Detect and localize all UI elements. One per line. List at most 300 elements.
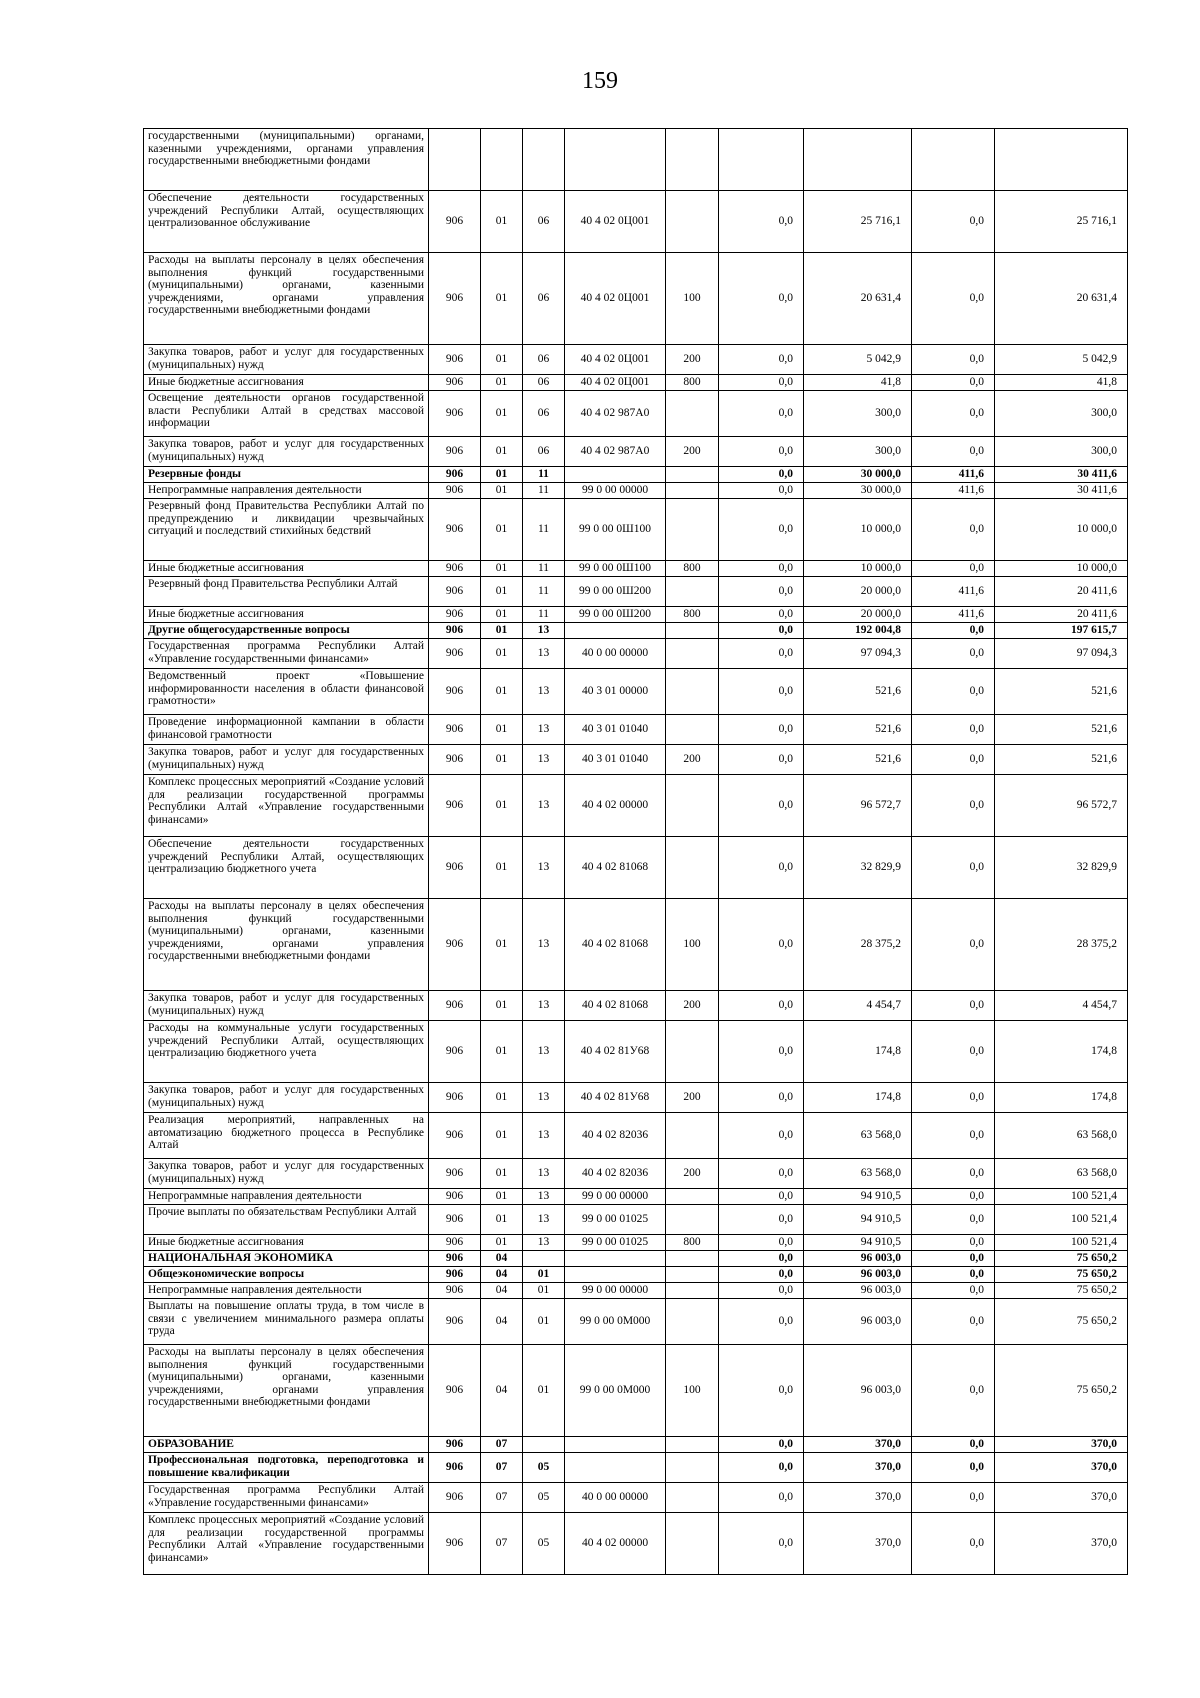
cell-rz: 01 [481,775,523,837]
cell-amount-4: 370,0 [995,1483,1128,1513]
cell-amount-1: 0,0 [719,483,804,499]
cell-amount-2: 96 003,0 [804,1267,912,1283]
cell-amount-2: 96 003,0 [804,1299,912,1345]
cell-vr [666,1299,719,1345]
cell-amount-4: 521,6 [995,715,1128,745]
cell-vr [666,391,719,437]
row-name: Комплекс процессных мероприятий «Создание условий для реализации государственной программы Республики Алтай «Управление государственными финансами» [144,775,429,837]
row-name: Закупка товаров, работ и услуг для государственных (муниципальных) нужд [144,1159,429,1189]
cell-amount-4: 300,0 [995,391,1128,437]
cell-amount-4: 97 094,3 [995,639,1128,669]
cell-rz: 04 [481,1345,523,1437]
table-row [144,1159,1128,1189]
cell-vr [666,775,719,837]
cell-gr: 906 [429,745,481,775]
cell-vr [666,623,719,639]
cell-vr [666,669,719,715]
cell-gr: 906 [429,1159,481,1189]
cell-amount-3: 0,0 [912,991,995,1021]
cell-amount-2: 41,8 [804,375,912,391]
cell-csr [565,1251,666,1267]
cell-vr [666,577,719,607]
cell-pr: 05 [523,1513,565,1575]
cell-csr: 40 4 02 82036 [565,1113,666,1159]
table-row [144,577,1128,607]
cell-gr: 906 [429,837,481,899]
cell-rz: 01 [481,375,523,391]
cell-rz: 01 [481,345,523,375]
cell-rz: 01 [481,991,523,1021]
cell-amount-1: 0,0 [719,1235,804,1251]
table-row [144,1299,1128,1345]
cell-vr [666,499,719,561]
cell-rz: 04 [481,1283,523,1299]
cell-amount-1: 0,0 [719,391,804,437]
table-row [144,745,1128,775]
row-name: государственными (муниципальными) органами, казенными учреждениями, органами управления государственными внебюджетными фондами [144,129,429,191]
cell-amount-1: 0,0 [719,437,804,467]
cell-vr: 100 [666,1345,719,1437]
cell-rz: 01 [481,483,523,499]
table-row [144,899,1128,991]
cell-amount-2: 20 631,4 [804,253,912,345]
cell-amount-4: 370,0 [995,1453,1128,1483]
row-name: Иные бюджетные ассигнования [144,1235,429,1251]
cell-amount-1: 0,0 [719,1113,804,1159]
cell-amount-4: 100 521,4 [995,1205,1128,1235]
row-name: Расходы на выплаты персоналу в целях обеспечения выполнения функций государственными (муниципальными) органами, казенными учреждениями, органами управления государственными внебюджетными фондами [144,1345,429,1437]
row-name: Закупка товаров, работ и услуг для государственных (муниципальных) нужд [144,745,429,775]
row-name: Резервный фонд Правительства Республики Алтай по предупреждению и ликвидации чрезвычайных ситуаций и последствий стихийных бедствий [144,499,429,561]
cell-rz: 01 [481,715,523,745]
cell-vr: 100 [666,899,719,991]
cell-amount-2: 30 000,0 [804,483,912,499]
cell-pr: 13 [523,1235,565,1251]
table-row [144,837,1128,899]
cell-csr [565,1267,666,1283]
table-row [144,1283,1128,1299]
cell-vr [666,1113,719,1159]
cell-amount-2: 174,8 [804,1021,912,1083]
cell-rz: 01 [481,607,523,623]
cell-amount-4: 100 521,4 [995,1189,1128,1205]
cell-amount-3: 0,0 [912,1189,995,1205]
cell-vr: 800 [666,561,719,577]
cell-pr: 01 [523,1299,565,1345]
cell-gr: 906 [429,1299,481,1345]
cell-rz: 04 [481,1251,523,1267]
row-name: Освещение деятельности органов государственной власти Республики Алтай в средствах массовой информации [144,391,429,437]
cell-gr: 906 [429,253,481,345]
cell-amount-4: 370,0 [995,1437,1128,1453]
cell-amount-3: 0,0 [912,1267,995,1283]
cell-gr: 906 [429,1513,481,1575]
cell-amount-3: 0,0 [912,561,995,577]
cell-vr [666,1283,719,1299]
cell-csr: 40 4 02 987A0 [565,391,666,437]
cell-amount-1: 0,0 [719,1205,804,1235]
cell-csr [565,623,666,639]
table-row [144,561,1128,577]
cell-amount-1: 0,0 [719,1283,804,1299]
table-row [144,775,1128,837]
cell-rz: 01 [481,1205,523,1235]
cell-rz: 01 [481,669,523,715]
cell-pr: 13 [523,837,565,899]
row-name: Расходы на выплаты персоналу в целях обеспечения выполнения функций государственными (муниципальными) органами, казенными учреждениями, органами управления государственными внебюджетными фондами [144,253,429,345]
row-name: Резервный фонд Правительства Республики Алтай [144,577,429,607]
cell-amount-3: 0,0 [912,375,995,391]
cell-pr: 13 [523,1159,565,1189]
cell-csr: 40 4 02 81068 [565,899,666,991]
cell-amount-1: 0,0 [719,1251,804,1267]
table-row [144,253,1128,345]
table-row [144,607,1128,623]
cell-pr: 13 [523,715,565,745]
cell-csr: 40 3 01 01040 [565,745,666,775]
cell-pr: 06 [523,253,565,345]
cell-rz: 01 [481,437,523,467]
table-row [144,639,1128,669]
table-row [144,1345,1128,1437]
cell-amount-1: 0,0 [719,1083,804,1113]
cell-amount-2: 370,0 [804,1483,912,1513]
cell-amount-2: 300,0 [804,437,912,467]
table-row [144,1453,1128,1483]
cell-amount-2: 96 003,0 [804,1251,912,1267]
table-row [144,129,1128,191]
cell-amount-2: 300,0 [804,391,912,437]
cell-pr: 13 [523,1205,565,1235]
cell-gr: 906 [429,623,481,639]
cell-amount-1 [719,129,804,191]
cell-amount-2: 96 003,0 [804,1345,912,1437]
cell-pr: 13 [523,1083,565,1113]
table-row [144,1113,1128,1159]
cell-pr: 11 [523,561,565,577]
row-name: Государственная программа Республики Алтай «Управление государственными финансами» [144,1483,429,1513]
table-row [144,1021,1128,1083]
cell-amount-2: 96 572,7 [804,775,912,837]
cell-amount-4: 41,8 [995,375,1128,391]
cell-vr [666,1437,719,1453]
cell-csr: 99 0 00 00000 [565,1189,666,1205]
table-row [144,623,1128,639]
cell-pr: 06 [523,345,565,375]
cell-amount-3: 0,0 [912,775,995,837]
cell-pr: 13 [523,1113,565,1159]
cell-pr: 11 [523,483,565,499]
cell-amount-4: 10 000,0 [995,499,1128,561]
row-name: Непрограммные направления деятельности [144,483,429,499]
cell-csr: 99 0 00 00000 [565,483,666,499]
cell-gr: 906 [429,1483,481,1513]
row-name: Выплаты на повышение оплаты труда, в том числе в связи с увеличением минимального размера оплаты труда [144,1299,429,1345]
cell-gr: 906 [429,899,481,991]
cell-amount-2: 63 568,0 [804,1113,912,1159]
cell-amount-3: 0,0 [912,1251,995,1267]
row-name: Закупка товаров, работ и услуг для государственных (муниципальных) нужд [144,345,429,375]
table-row [144,499,1128,561]
cell-amount-3: 0,0 [912,639,995,669]
cell-vr [666,1205,719,1235]
cell-pr: 06 [523,437,565,467]
cell-csr: 40 4 02 81068 [565,991,666,1021]
cell-csr: 99 0 00 0M000 [565,1345,666,1437]
page-number: 159 [582,68,618,94]
cell-amount-4: 63 568,0 [995,1113,1128,1159]
cell-csr: 40 4 02 81У68 [565,1021,666,1083]
table-row [144,391,1128,437]
cell-amount-4: 63 568,0 [995,1159,1128,1189]
cell-amount-2: 94 910,5 [804,1205,912,1235]
cell-amount-2: 370,0 [804,1437,912,1453]
cell-vr [666,639,719,669]
cell-gr: 906 [429,191,481,253]
cell-gr: 906 [429,467,481,483]
cell-amount-2: 10 000,0 [804,499,912,561]
cell-gr: 906 [429,1267,481,1283]
cell-amount-1: 0,0 [719,1299,804,1345]
cell-pr: 05 [523,1483,565,1513]
cell-vr: 200 [666,745,719,775]
cell-amount-4: 30 411,6 [995,467,1128,483]
cell-amount-3: 0,0 [912,745,995,775]
cell-pr: 13 [523,639,565,669]
cell-amount-3: 0,0 [912,715,995,745]
cell-rz [481,129,523,191]
cell-amount-1: 0,0 [719,775,804,837]
cell-pr: 13 [523,669,565,715]
cell-amount-3: 0,0 [912,1483,995,1513]
cell-vr [666,837,719,899]
table-row [144,467,1128,483]
cell-amount-4: 521,6 [995,669,1128,715]
cell-csr [565,467,666,483]
cell-rz: 07 [481,1483,523,1513]
table-row [144,1483,1128,1513]
cell-gr: 906 [429,499,481,561]
cell-amount-3: 411,6 [912,483,995,499]
table-row [144,483,1128,499]
cell-amount-3: 411,6 [912,467,995,483]
cell-vr [666,1267,719,1283]
cell-amount-3: 0,0 [912,1021,995,1083]
cell-rz: 07 [481,1437,523,1453]
cell-amount-2: 5 042,9 [804,345,912,375]
cell-pr: 13 [523,1021,565,1083]
cell-amount-1: 0,0 [719,561,804,577]
cell-amount-1: 0,0 [719,899,804,991]
cell-amount-2: 20 000,0 [804,577,912,607]
cell-rz: 01 [481,1113,523,1159]
cell-vr [666,1453,719,1483]
row-name: Закупка товаров, работ и услуг для государственных (муниципальных) нужд [144,437,429,467]
cell-amount-2: 96 003,0 [804,1283,912,1299]
cell-gr: 906 [429,1251,481,1267]
cell-pr: 11 [523,467,565,483]
cell-rz: 01 [481,391,523,437]
cell-amount-3: 0,0 [912,1299,995,1345]
cell-amount-4: 20 411,6 [995,607,1128,623]
cell-amount-2: 63 568,0 [804,1159,912,1189]
cell-amount-4: 20 411,6 [995,577,1128,607]
cell-amount-4: 5 042,9 [995,345,1128,375]
row-name: Обеспечение деятельности государственных учреждений Республики Алтай, осуществляющих централизацию бюджетного учета [144,837,429,899]
row-name: Непрограммные направления деятельности [144,1283,429,1299]
cell-amount-4: 75 650,2 [995,1267,1128,1283]
cell-amount-1: 0,0 [719,1267,804,1283]
cell-amount-2: 97 094,3 [804,639,912,669]
cell-pr: 01 [523,1283,565,1299]
cell-amount-2: 94 910,5 [804,1189,912,1205]
row-name: Государственная программа Республики Алтай «Управление государственными финансами» [144,639,429,669]
cell-amount-3: 0,0 [912,253,995,345]
cell-amount-1: 0,0 [719,745,804,775]
cell-amount-2: 94 910,5 [804,1235,912,1251]
cell-gr: 906 [429,391,481,437]
row-name: Реализация мероприятий, направленных на автоматизацию бюджетного процесса в Республике Алтай [144,1113,429,1159]
cell-amount-2: 521,6 [804,715,912,745]
cell-amount-2: 370,0 [804,1513,912,1575]
cell-csr: 40 4 02 81У68 [565,1083,666,1113]
cell-vr [666,129,719,191]
cell-gr: 906 [429,1083,481,1113]
cell-gr: 906 [429,577,481,607]
cell-pr [523,1437,565,1453]
cell-amount-1: 0,0 [719,1437,804,1453]
cell-amount-2: 25 716,1 [804,191,912,253]
cell-rz: 01 [481,467,523,483]
cell-pr: 13 [523,991,565,1021]
row-name: Профессиональная подготовка, переподготовка и повышение квалификации [144,1453,429,1483]
cell-rz: 01 [481,191,523,253]
table-row [144,1251,1128,1267]
row-name: Иные бюджетные ассигнования [144,561,429,577]
cell-rz: 01 [481,745,523,775]
cell-gr: 906 [429,1283,481,1299]
cell-vr: 200 [666,437,719,467]
cell-csr: 99 0 00 0Ш200 [565,577,666,607]
cell-pr: 06 [523,191,565,253]
cell-csr: 99 0 00 01025 [565,1205,666,1235]
cell-amount-4: 10 000,0 [995,561,1128,577]
cell-amount-3: 0,0 [912,499,995,561]
cell-gr: 906 [429,607,481,623]
cell-vr: 200 [666,345,719,375]
cell-amount-4: 25 716,1 [995,191,1128,253]
cell-csr: 40 3 01 00000 [565,669,666,715]
cell-rz: 04 [481,1299,523,1345]
table-row [144,1205,1128,1235]
cell-rz: 01 [481,561,523,577]
cell-gr: 906 [429,1345,481,1437]
cell-pr: 13 [523,1189,565,1205]
cell-amount-3: 0,0 [912,1345,995,1437]
row-name: Проведение информационной кампании в области финансовой грамотности [144,715,429,745]
row-name: Расходы на выплаты персоналу в целях обеспечения выполнения функций государственными (муниципальными) органами, казенными учреждениями, органами управления государственными внебюджетными фондами [144,899,429,991]
cell-rz: 01 [481,253,523,345]
cell-amount-1: 0,0 [719,1345,804,1437]
row-name: Расходы на коммунальные услуги государственных учреждений Республики Алтай, осуществляющих централизацию бюджетного учета [144,1021,429,1083]
cell-amount-4: 4 454,7 [995,991,1128,1021]
cell-amount-2: 521,6 [804,669,912,715]
cell-amount-3: 0,0 [912,623,995,639]
row-name: Иные бюджетные ассигнования [144,375,429,391]
cell-vr: 800 [666,607,719,623]
row-name: Другие общегосударственные вопросы [144,623,429,639]
cell-amount-4: 30 411,6 [995,483,1128,499]
cell-csr: 40 4 02 82036 [565,1159,666,1189]
cell-amount-4: 75 650,2 [995,1251,1128,1267]
cell-amount-2: 20 000,0 [804,607,912,623]
table-row [144,345,1128,375]
cell-vr: 800 [666,1235,719,1251]
cell-rz: 04 [481,1267,523,1283]
table-row [144,191,1128,253]
cell-vr [666,715,719,745]
cell-amount-4: 75 650,2 [995,1299,1128,1345]
cell-csr: 99 0 00 0M000 [565,1299,666,1345]
cell-amount-1: 0,0 [719,253,804,345]
row-name: Комплекс процессных мероприятий «Создание условий для реализации государственной программы Республики Алтай «Управление государственными финансами» [144,1513,429,1575]
cell-rz: 01 [481,1159,523,1189]
cell-amount-3: 411,6 [912,577,995,607]
budget-table [143,128,1128,1575]
cell-amount-2: 174,8 [804,1083,912,1113]
cell-vr: 100 [666,253,719,345]
cell-pr: 05 [523,1453,565,1483]
cell-csr [565,1453,666,1483]
cell-amount-3 [912,129,995,191]
row-name: Обеспечение деятельности государственных учреждений Республики Алтай, осуществляющих централизованное обслуживание [144,191,429,253]
cell-pr: 13 [523,775,565,837]
cell-amount-3: 0,0 [912,1113,995,1159]
cell-amount-2: 521,6 [804,745,912,775]
cell-vr [666,191,719,253]
cell-amount-4: 75 650,2 [995,1283,1128,1299]
cell-csr: 40 4 02 81068 [565,837,666,899]
cell-amount-4: 100 521,4 [995,1235,1128,1251]
cell-amount-4: 197 615,7 [995,623,1128,639]
table-row [144,1437,1128,1453]
cell-amount-2: 192 004,8 [804,623,912,639]
cell-vr [666,1483,719,1513]
row-name: Резервные фонды [144,467,429,483]
cell-amount-4: 28 375,2 [995,899,1128,991]
cell-csr: 99 0 00 0Ш100 [565,561,666,577]
cell-gr [429,129,481,191]
cell-amount-2: 370,0 [804,1453,912,1483]
row-name: Общеэкономические вопросы [144,1267,429,1283]
cell-amount-1: 0,0 [719,991,804,1021]
row-name: Иные бюджетные ассигнования [144,607,429,623]
cell-vr: 200 [666,991,719,1021]
cell-vr: 200 [666,1083,719,1113]
cell-csr: 40 0 00 00000 [565,639,666,669]
cell-csr [565,1437,666,1453]
cell-amount-3: 411,6 [912,607,995,623]
cell-amount-1: 0,0 [719,577,804,607]
cell-csr: 99 0 00 0Ш200 [565,607,666,623]
cell-gr: 906 [429,345,481,375]
table-row [144,715,1128,745]
cell-pr: 13 [523,745,565,775]
cell-amount-1: 0,0 [719,715,804,745]
cell-amount-3: 0,0 [912,899,995,991]
table-row [144,669,1128,715]
cell-amount-1: 0,0 [719,639,804,669]
